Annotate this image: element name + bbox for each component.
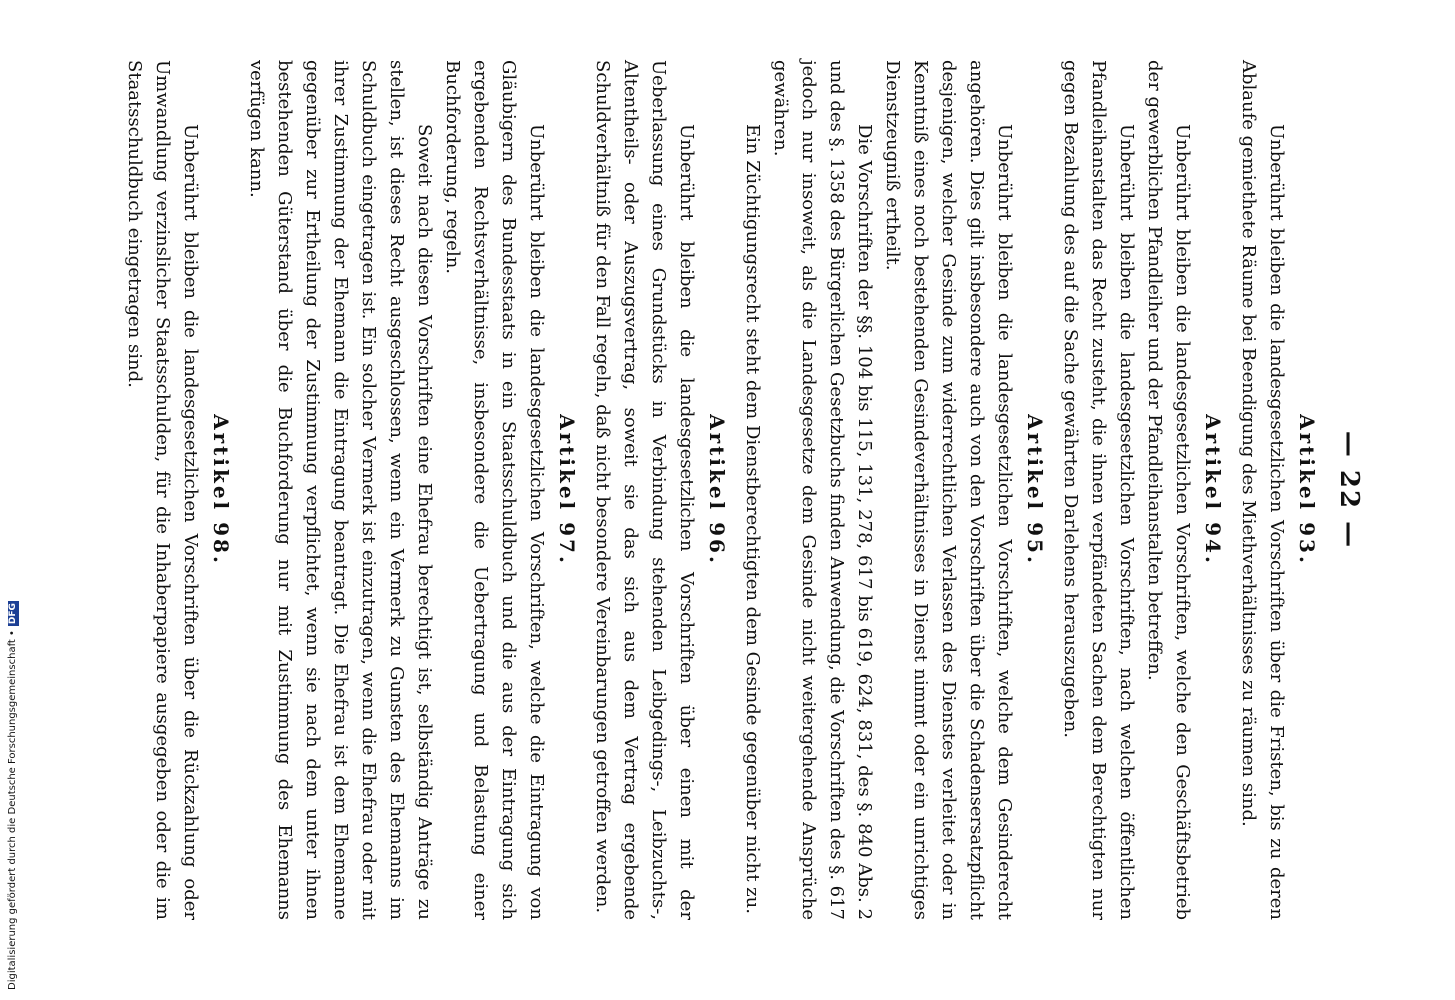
paragraph: Die Vorschriften der §§. 104 bis 115, 131, 278, 617 bis 619, 624, 831, des §. 840 Abs. 2 und des §. 1358 des Bürgerlichen Gesetzbuchs finden Anwendung, die Vorschriften des §. 617 jedoch nur insoweit, als die Landesgesetze dem Gesinde nicht weitergehende Ansprüche gewähren. [770,60,875,920]
article-heading: Artikel 98. [209,414,233,566]
article-heading: Artikel 93. [1295,414,1319,566]
article-97 [242,60,582,920]
paragraph: Unberührt bleiben die landesgesetzlichen Vorschriften über die Rückzahlung oder Umwandlung verzinslicher Staatsschulden, für die Inhaberpapiere ausgegeben oder die im Staatsschuldbuch eingetragen sind. [124,60,201,920]
article-heading: Artikel 96. [705,414,729,566]
article-heading: Artikel 97. [555,414,579,566]
article-94 [1056,60,1228,920]
article-96 [588,60,732,920]
paragraph: Unberührt bleiben die landesgesetzlichen Vorschriften, welche den Geschäftsbetrieb der gewerblichen Pfandleiher und der Pfandleihanstalten betreffen. [1144,60,1193,920]
paragraph: Unberührt bleiben die landesgesetzlichen Vorschriften über die Fristen, bis zu deren Ablaufe gemiethete Räume bei Beendigung des Miethverhältnisses zu räumen sind. [1238,60,1287,920]
article-98 [120,60,236,920]
paragraph: Soweit nach diesen Vorschriften eine Ehefrau berechtigt ist, selbständig Anträge zu stellen, ist dieses Recht ausgeschlossen, wenn ein Vermerk zu Gunsten des Ehemanns im Schuldbuch eingetragen ist. Ein solcher Vermerk ist einzutragen, wenn die Ehefrau oder mit ihrer Zustimmung der Ehemann die Eintragung beantragt. Die Ehefrau ist dem Ehemanne gegenüber zur Ertheilung der Zustimmung verpflichtet, wenn sie nach dem unter ihnen bestehenden Güterstand über die Buchforderung nur mit Zustimmung des Ehemanns verfügen kann. [246,60,435,920]
paragraph: Unberührt bleiben die landesgesetzlichen Vorschriften, nach welchen öffentlichen Pfandleihanstalten das Recht zusteht, die ihnen verpfändeten Sachen dem Berechtigten nur gegen Bezahlung des auf die Sache gewährten Darlehens herauszugeben. [1060,60,1137,920]
paragraph: Unberührt bleiben die landesgesetzlichen Vorschriften über einen mit der Ueberlassung eines Grundstücks in Verbindung stehenden Leibgedings-, Leibzuchts-, Altentheils- oder Auszugsvertrag, soweit sie das sich aus dem Vertrag ergebende Schuldverhältniß für den Fall regeln, daß nicht besondere Vereinbarungen getroffen werden. [592,60,697,920]
article-93 [1234,60,1322,920]
paragraph: Unberührt bleiben die landesgesetzlichen Vorschriften, welche dem Gesinderecht angehören. Dies gilt insbesondere auch von den Vorschriften über die Schadensersatzpflicht desjenigen, welcher Gesinde zum widerrechtlichen Verlassen des Dienstes verleitet oder in Kenntniß eines noch bestehenden Gesindeverhältnisses in Dienst nimmt oder ein unrichtiges Dienstzeugniß ertheilt. [882,60,1015,920]
document-page [105,60,1370,920]
digitization-credit [0,0,18,1000]
article-95 [738,60,1050,920]
page-number: — 22 — [1334,430,1364,550]
dfg-logo: DFG [7,603,18,625]
paragraph: Ein Züchtigungsrecht steht dem Dienstberechtigten dem Gesinde gegenüber nicht zu. [742,124,763,914]
credit-text: Digitalisierung gefördert durch die Deutsche Forschungsgemeinschaft • [7,630,18,990]
paragraph: Unberührt bleiben die landesgesetzlichen Vorschriften, welche die Eintragung von Gläubigern des Bundesstaats in ein Staatsschuldbuch und die aus der Eintragung sich ergebenden Rechtsverhältnisse, insbesondere die Uebertragung und Belastung einer Buchforderung, regeln. [442,60,547,920]
article-heading: Artikel 95. [1023,414,1047,566]
article-heading: Artikel 94. [1201,414,1225,566]
